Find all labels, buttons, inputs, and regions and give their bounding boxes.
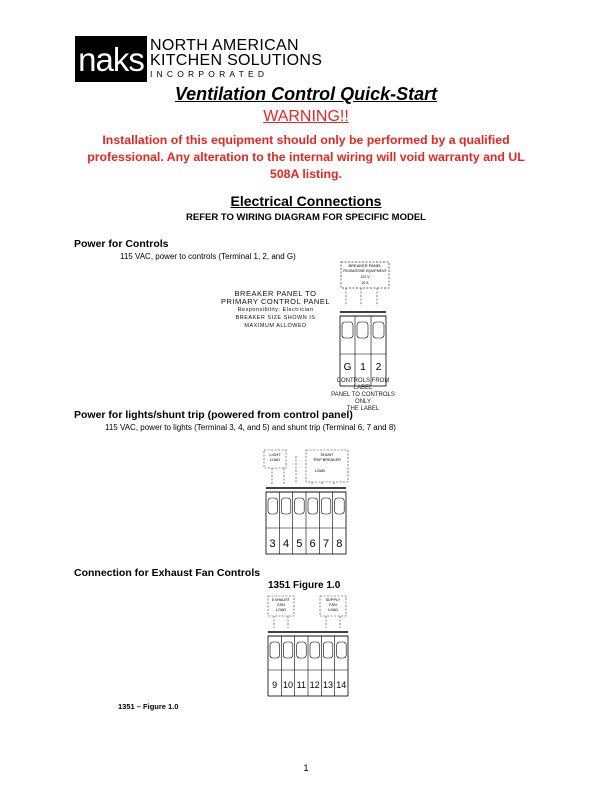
page-title: Ventilation Control Quick-Start	[174, 84, 438, 104]
box-label-line2: ROOM/ZONE EQUIPMENT	[343, 269, 387, 273]
warning-body: Installation of this equipment should only be performed by a qualified professional. Any alteration to the internal wiring will void warranty and UL 508A listing.	[87, 133, 525, 181]
supply-label-line3: LOAD	[327, 608, 339, 612]
power-controls-heading: Power for Controls	[74, 238, 169, 250]
supply-label-line1: SUPPLY	[325, 598, 341, 602]
terminal-label: 12	[309, 680, 320, 690]
exhaust-label-line2: FAN	[277, 603, 285, 607]
panel-label-line3: Responsibility: Electrician	[237, 307, 314, 313]
page-number: 1	[303, 763, 309, 773]
company-name-line1: NORTH AMERICAN	[150, 37, 299, 54]
figure-title: 1351 Figure 1.0	[268, 580, 341, 591]
terminal-label: 6	[309, 538, 316, 550]
electrical-heading: Electrical Connections	[230, 193, 382, 209]
exhaust-label-line3: LOAD	[275, 608, 287, 612]
light-load-label-line2: LOAD	[269, 458, 281, 462]
terminal-label: 13	[322, 680, 334, 690]
terminal-label: 8	[336, 538, 343, 550]
panel-label-line4: BREAKER SIZE SHOWN IS	[235, 315, 316, 321]
power-lights-description: 115 VAC, power to lights (Terminal 3, 4, and 5) and shunt trip (Terminal 6, 7 and 8)	[105, 423, 396, 432]
figure-caption: 1351 – Figure 1.0	[118, 702, 179, 711]
terminal-label: 7	[322, 538, 330, 550]
controls-footnote	[328, 378, 398, 413]
breaker-panel-label	[213, 290, 338, 330]
terminal-label: 4	[282, 538, 290, 550]
shunt-label-line1: SHUNT	[320, 453, 334, 457]
exhaust-label-line1: EXHAUST	[272, 598, 290, 602]
controls-terminal-diagram	[330, 258, 410, 388]
shunt-label-line2: TRIP BREAKER	[313, 458, 341, 462]
power-controls-description: 115 VAC, power to controls (Terminal 1, 2, and G)	[120, 252, 296, 261]
footnote-line2: PANEL TO CONTROLS ONLY	[331, 392, 395, 405]
terminal-label: 11	[296, 680, 306, 690]
company-name-line2: KITCHEN SOLUTIONS	[150, 52, 323, 69]
terminal-label: 14	[336, 680, 347, 690]
warning-heading: WARNING!!	[263, 108, 349, 125]
exhaust-terminal-diagram	[264, 594, 354, 698]
company-name	[150, 38, 322, 80]
footnote-line1: CONTROLS FROM LABEL	[336, 378, 390, 391]
terminal-label: 5	[296, 538, 303, 550]
lights-terminal-diagram	[262, 448, 352, 556]
shunt-label-line3: LOAD	[314, 469, 326, 473]
panel-label-line5: MAXIMUM ALLOWED	[244, 323, 307, 329]
terminal-label: 1	[360, 362, 366, 373]
footnote-line3: THE LABEL	[346, 406, 380, 412]
panel-label-line1: BREAKER PANEL TO	[234, 289, 317, 298]
terminal-label: 9	[272, 680, 278, 690]
panel-label-line2: PRIMARY CONTROL PANEL	[221, 297, 330, 306]
terminal-label: G	[343, 362, 352, 373]
power-lights-heading: Power for lights/shunt trip (powered from control panel)	[74, 409, 353, 421]
terminal-label: 3	[269, 538, 276, 550]
terminal-block	[340, 316, 386, 386]
terminal-label: 2	[375, 362, 382, 373]
light-load-label-line1: LIGHT	[269, 453, 281, 457]
exhaust-heading: Connection for Exhaust Fan Controls	[74, 567, 261, 579]
logo-mark: naks	[75, 36, 147, 82]
box-label-line4: 20 A	[361, 281, 369, 285]
box-label-line3: 120 V	[360, 275, 370, 279]
terminal-label: 10	[282, 680, 294, 690]
company-name-line3: INCORPORATED	[150, 69, 269, 79]
box-label-line1: BREAKER PANEL	[348, 263, 382, 268]
supply-label-line2: FAN	[329, 603, 337, 607]
electrical-subheading: REFER TO WIRING DIAGRAM FOR SPECIFIC MODEL	[186, 212, 426, 223]
